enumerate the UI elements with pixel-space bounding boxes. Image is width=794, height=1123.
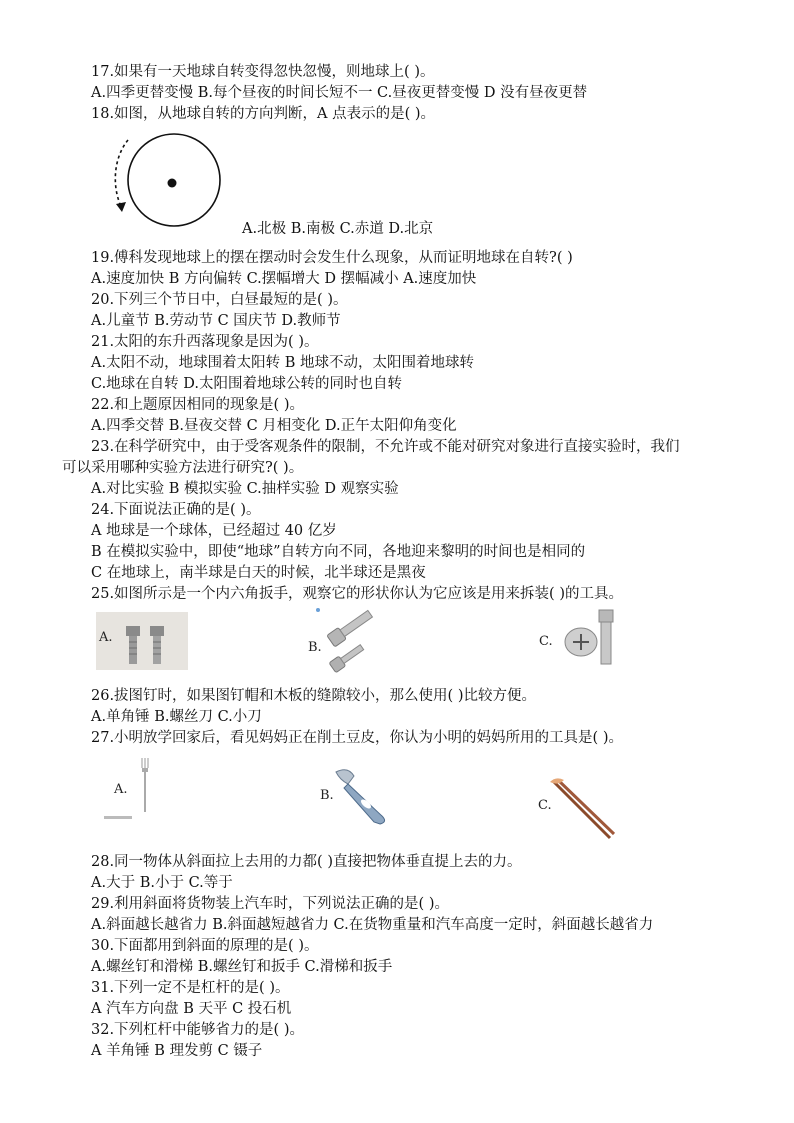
q22-stem: 22.和上题原因相同的现象是( )。 bbox=[91, 397, 304, 413]
q29-options: A.斜面越长越省力 B.斜面越短越省力 C.在货物重量和汽车高度一定时，斜面越长越省力 bbox=[91, 917, 654, 933]
q24-stem: 24.下面说法正确的是( )。 bbox=[91, 502, 261, 518]
q30-stem: 30.下面都用到斜面的原理的是( )。 bbox=[91, 938, 319, 954]
q23-stem-1: 23.在科学研究中，由于受客观条件的限制，不允许或不能对研究对象进行直接实验时，我们 bbox=[91, 439, 680, 455]
q25-image-b bbox=[306, 606, 396, 676]
q21-options-1: A.太阳不动，地球围着太阳转 B 地球不动，太阳围着地球转 bbox=[91, 355, 474, 371]
q25-label-b: B. bbox=[308, 640, 322, 655]
q22-options: A.四季交替 B.昼夜交替 C 月相变化 D.正午太阳仰角变化 bbox=[91, 418, 457, 434]
q27-label-c: C. bbox=[538, 798, 552, 813]
q28-options: A.大于 B.小于 C.等于 bbox=[91, 875, 233, 891]
earth-rotation-figure bbox=[106, 132, 236, 232]
q31-stem: 31.下列一定不是杠杆的是( )。 bbox=[91, 980, 290, 996]
q27-image-a-fork bbox=[104, 754, 164, 824]
q26-options: A.单角锤 B.螺丝刀 C.小刀 bbox=[91, 709, 262, 725]
q30-options: A.螺丝钉和滑梯 B.螺丝钉和扳手 C.滑梯和扳手 bbox=[91, 959, 393, 975]
q27-image-c-chopsticks bbox=[536, 776, 616, 844]
q25-stem: 25.如图所示是一个内六角扳手，观察它的形状你认为它应该是用来拆装( )的工具。 bbox=[91, 586, 623, 602]
q24-option-c: C 在地球上，南半球是白天的时候，北半球还是黑夜 bbox=[91, 565, 426, 581]
q27-label-b: B. bbox=[320, 788, 334, 803]
q24-option-b: B 在模拟实验中，即使“地球”自转方向不同，各地迎来黎明的时间也是相同的 bbox=[91, 544, 586, 560]
q27-stem: 27.小明放学回家后，看见妈妈正在削土豆皮，你认为小明的妈妈所用的工具是( )。 bbox=[91, 730, 623, 746]
q17-options: A.四季更替变慢 B.每个昼夜的时间长短不一 C.昼夜更替变慢 D 没有昼夜更替 bbox=[91, 85, 588, 101]
q23-stem-2: 可以采用哪种实验方法进行研究?( )。 bbox=[62, 460, 304, 476]
q18-options: A.北极 B.南极 C.赤道 D.北京 bbox=[242, 221, 434, 237]
q27-label-a: A. bbox=[114, 782, 128, 797]
q25-label-a: A. bbox=[99, 630, 113, 645]
q23-options: A.对比实验 B 模拟实验 C.抽样实验 D 观察实验 bbox=[91, 481, 399, 497]
q19-options: A.速度加快 B 方向偏转 C.摆幅增大 D 摆幅减小 A.速度加快 bbox=[91, 271, 477, 287]
q25-label-c: C. bbox=[539, 634, 553, 649]
q25-image-a bbox=[96, 612, 188, 670]
q20-stem: 20.下列三个节日中，白昼最短的是( )。 bbox=[91, 292, 348, 308]
q17-stem: 17.如果有一天地球自转变得忽快忽慢，则地球上( )。 bbox=[91, 64, 435, 80]
q29-stem: 29.利用斜面将货物装上汽车时，下列说法正确的是( )。 bbox=[91, 896, 449, 912]
q25-image-c bbox=[537, 604, 633, 670]
q26-stem: 26.拔图钉时，如果图钉帽和木板的缝隙较小，那么使用( )比较方便。 bbox=[91, 688, 536, 704]
q28-stem: 28.同一物体从斜面拉上去用的力都( )直接把物体垂直提上去的力。 bbox=[91, 854, 522, 870]
q21-options-2: C.地球在自转 D.太阳围着地球公转的同时也自转 bbox=[91, 376, 403, 392]
q31-options: A 汽车方向盘 B 天平 C 投石机 bbox=[91, 1001, 292, 1017]
q19-stem: 19.傅科发现地球上的摆在摆动时会发生什么现象，从而证明地球在自转?( ) bbox=[91, 250, 573, 266]
q32-stem: 32.下列杠杆中能够省力的是( )。 bbox=[91, 1022, 304, 1038]
q27-image-b-peeler bbox=[318, 764, 394, 828]
q21-stem: 21.太阳的东升西落现象是因为( )。 bbox=[91, 334, 319, 350]
q18-stem: 18.如图，从地球自转的方向判断，A 点表示的是( )。 bbox=[91, 106, 436, 122]
q32-options: A 羊角锤 B 理发剪 C 镊子 bbox=[91, 1043, 263, 1059]
q20-options: A.儿童节 B.劳动节 C 国庆节 D.教师节 bbox=[91, 313, 341, 329]
q24-option-a: A 地球是一个球体，已经超过 40 亿岁 bbox=[91, 523, 337, 539]
